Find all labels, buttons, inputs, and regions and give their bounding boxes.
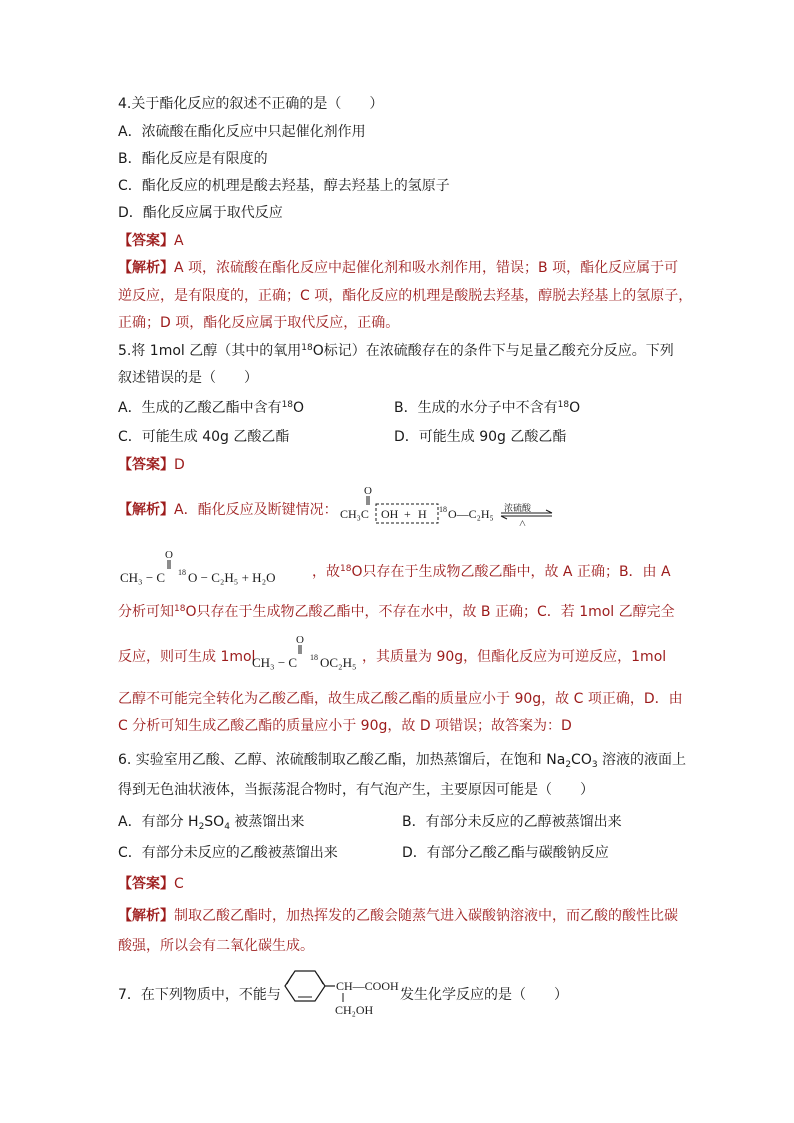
q7-stem-start: 7．在下列物质中，不能与	[118, 987, 281, 1003]
q6-stem-part: 6. 实验室用乙酸、乙醇、浓硫酸制取乙酸乙酯，加热蒸馏后，在饱和 Na	[118, 752, 566, 768]
q6-option-c: C．有部分未反应的乙酸被蒸馏出来	[118, 845, 338, 861]
q5-option-a	[118, 398, 304, 418]
analysis-label: 【解析】	[118, 260, 174, 276]
catalyst-label: 浓硫酸	[504, 503, 532, 513]
q6-stem-line-2: 得到无色油状液体，当振荡混合物时，有气泡产生，主要原因可能是（ ）	[118, 782, 594, 798]
q6-option-a-part: 被蒸馏出来	[229, 814, 305, 830]
q4-answer	[118, 231, 184, 251]
answer-label: 【答案】	[118, 876, 174, 892]
analysis-text: ，故	[312, 564, 340, 580]
subscript: 3	[591, 760, 598, 770]
formula-right: O − C₂H₅ + H₂O	[188, 570, 276, 585]
q5-option-b-text: B．生成的水分子中不含有	[394, 400, 558, 416]
answer-value: A	[174, 233, 184, 249]
q6-option-a	[118, 812, 304, 832]
ester-product-formula	[120, 547, 316, 587]
plus-sign: +	[404, 507, 411, 521]
q7-stem-end: 发生化学反应的是（ ）	[400, 987, 568, 1003]
analysis-label: 【解析】	[118, 502, 174, 518]
analysis-text: A．酯化反应及断键情况：	[174, 502, 338, 518]
q6-option-a-part: SO	[204, 814, 225, 830]
analysis-text: A 项，浓硫酸在酯化反应中起催化剂和吸水剂作用，错误；B 项，酯化反应属于可	[174, 260, 679, 276]
isotope-sup: 18	[340, 564, 352, 574]
analysis-text: 制取乙酸乙酯时，加热挥发的乙酸会随蒸气进入碳酸钠溶液中，而乙酸的酸性比碳	[174, 908, 678, 924]
answer-value: D	[174, 457, 185, 473]
q4-option-d: D．酯化反应属于取代反应	[118, 205, 283, 221]
carbonyl-o: O	[165, 549, 173, 561]
carbonyl-o: O	[364, 485, 372, 497]
answer-label: 【答案】	[118, 233, 174, 249]
mandelic-type-molecule	[280, 968, 402, 1018]
q5-stem-line-2: 叙述错误的是（ ）	[118, 370, 258, 386]
q5-analysis-line-3	[118, 602, 675, 622]
heat-symbol: △	[519, 518, 526, 526]
ring-inner-bond	[318, 975, 323, 984]
q5-analysis-line-4-start: 反应，则可生成 1mol	[118, 649, 256, 665]
isotope-sup: 18	[310, 653, 318, 662]
q5-option-c: C．可能生成 40g 乙酸乙酯	[118, 429, 290, 445]
q4-analysis-line-2: 逆反应，是有限度的，正确；C 项，酯化反应的机理是酸脱去羟基，醇脱去羟基上的氢原子，	[118, 288, 693, 304]
ch-cooh-group: CH—COOH	[336, 979, 399, 993]
q6-stem-line-1	[118, 750, 686, 770]
q5-analysis-line-4-end: ，其质量为 90g，但酯化反应为可逆反应，1mol	[362, 649, 667, 665]
analysis-label: 【解析】	[118, 908, 174, 924]
analysis-text: O只存在于生成物乙酸乙酯中，故 A 正确；B．由 A	[351, 564, 671, 580]
q5-analysis-line-1	[118, 500, 338, 520]
q4-analysis-line-1	[118, 258, 678, 278]
q5-option-d: D．可能生成 90g 乙酸乙酯	[394, 429, 567, 445]
isotope-sup: 18	[281, 400, 294, 410]
q4-stem: 4.关于酯化反应的叙述不正确的是（ ）	[118, 96, 384, 112]
acetyl-group: CH₃C	[340, 507, 369, 521]
q6-analysis-line-2: 酸强，所以会有二氧化碳生成。	[118, 938, 314, 954]
ch2oh-group: CH₂OH	[335, 1003, 374, 1017]
formula-left: CH₃ − C	[252, 655, 298, 670]
isotope-sup: 18	[439, 505, 447, 514]
q6-option-b: B．有部分未反应的乙醇被蒸馏出来	[402, 814, 622, 830]
q5-stem-line-1	[118, 341, 674, 361]
isotope-o: O	[293, 400, 305, 416]
q6-stem-part: 溶液的液面上	[597, 752, 687, 768]
q5-stem-part: 5.将 1mol 乙醇（其中的氧用	[118, 343, 302, 359]
q5-answer	[118, 455, 185, 475]
isotope-sup: 18	[557, 400, 570, 410]
ring-inner-bond	[287, 975, 292, 984]
q6-answer	[118, 874, 184, 894]
analysis-text: 分析可知	[118, 604, 174, 620]
hydrogen: H	[418, 507, 427, 521]
q6-option-a-part: A．有部分 H	[118, 814, 199, 830]
q5-option-b	[394, 398, 580, 418]
formula-right: OC₂H₅	[320, 655, 357, 670]
q5-stem-part: O标记）在浓硫酸存在的条件下与足量乙酸充分反应。下列	[312, 343, 674, 359]
q5-analysis-line-6: C 分析可知生成乙酸乙酯的质量应小于 90g，故 D 项错误；故答案为：D	[118, 718, 572, 734]
isotope-sup: 18	[301, 343, 313, 353]
carbonyl-o: O	[296, 634, 304, 646]
q5-analysis-line-2	[312, 562, 671, 582]
isotope-o: O	[569, 400, 581, 416]
answer-label: 【答案】	[118, 457, 174, 473]
q4-option-c: C．酯化反应的机理是酸去羟基，醇去羟基上的氢原子	[118, 178, 450, 194]
q4-analysis-line-3: 正确；D 项，酯化反应属于取代反应，正确。	[118, 315, 400, 331]
q6-analysis-line-1	[118, 906, 678, 926]
formula-left: CH₃ − C	[120, 570, 166, 585]
isotope-sup: 18	[178, 568, 186, 577]
subscript: 2	[565, 760, 572, 770]
q6-option-d: D．有部分乙酸乙酯与碳酸钠反应	[402, 845, 609, 861]
subscript: 2	[198, 822, 205, 832]
q4-option-b: B．酯化反应是有限度的	[118, 151, 268, 167]
q6-stem-part: CO	[571, 752, 592, 768]
isotope-sup: 18	[174, 604, 186, 614]
answer-value: C	[174, 876, 184, 892]
q5-analysis-line-5: 乙醇不可能完全转化为乙酸乙酯，故生成乙酸乙酯的质量应小于 90g，故 C 项正确，D．由	[118, 691, 683, 707]
ester-formula-inline	[252, 632, 364, 672]
q4-option-a: A．浓硫酸在酯化反应中只起催化剂作用	[118, 124, 366, 140]
ethoxy-group: O—C₂H₅	[448, 507, 494, 521]
subscript: 4	[224, 822, 230, 832]
esterification-equation	[336, 482, 560, 526]
analysis-text: O只存在于生成物乙酸乙酯中，不存在水中，故 B 正确；C．若 1mol 乙醇完全	[185, 604, 675, 620]
q5-option-a-text: A．生成的乙酸乙酯中含有	[118, 400, 282, 416]
hydroxyl: OH	[381, 507, 399, 521]
